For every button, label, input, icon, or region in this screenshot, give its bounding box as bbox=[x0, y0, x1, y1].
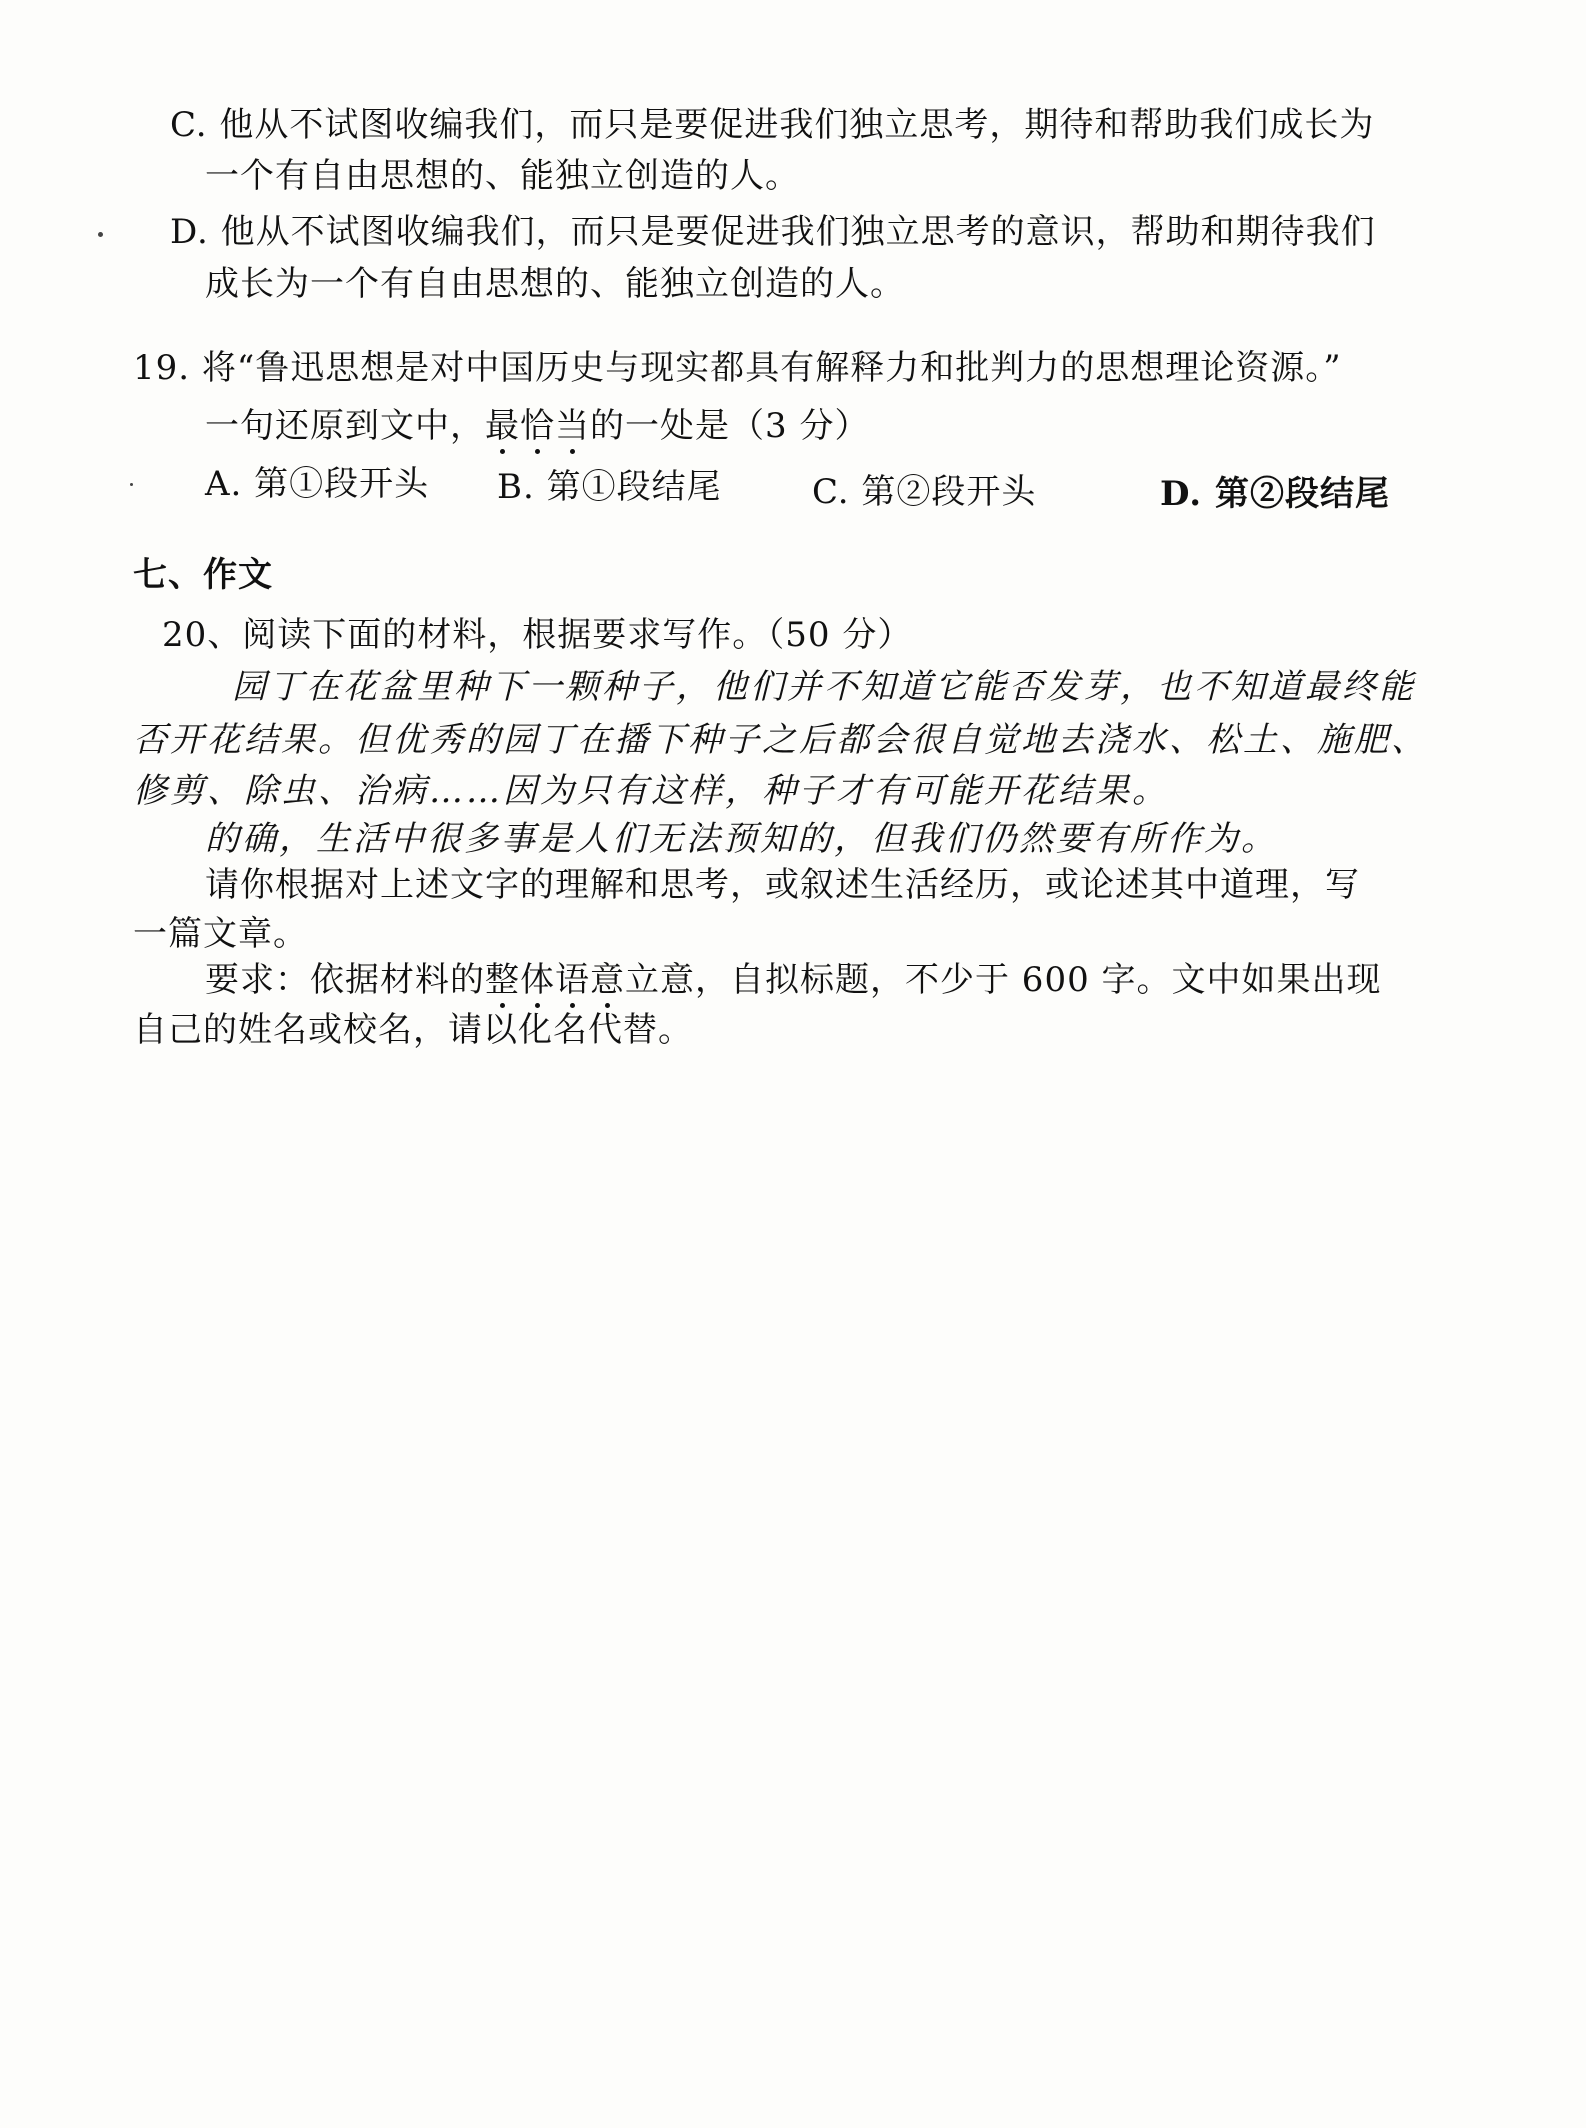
q19-stem-pre: 一句还原到文中， bbox=[205, 406, 485, 446]
section-title: 七、作文 bbox=[133, 555, 273, 595]
q19-stem-line1: 19. 将“鲁迅思想是对中国历史与现实都具有解释力和批判力的思想理论资源。” bbox=[133, 348, 1342, 388]
q19-stem-post: 的一处是（3 分） bbox=[590, 406, 870, 446]
prompt-line1: 请你根据对上述文字的理解和思考，或叙述生活经历，或论述其中道理，写 bbox=[205, 865, 1360, 905]
option-c-line2: 一个有自由思想的、能独立创造的人。 bbox=[205, 156, 800, 196]
material-line1: 园丁在花盆里种下一颗种子，他们并不知道它能否发芽，也不知道最终能 bbox=[232, 667, 1416, 707]
material-line2: 否开花结果。但优秀的园丁在播下种子之后都会很自觉地去浇水、松土、施肥、 bbox=[133, 720, 1428, 760]
emphasis-char: 整 bbox=[485, 960, 520, 1000]
requirement-line1 bbox=[205, 958, 1382, 1002]
q20-stem: 20、阅读下面的材料，根据要求写作。（50 分） bbox=[162, 615, 913, 655]
q19-option-a: A. 第①段开头 bbox=[205, 464, 430, 504]
scan-speck bbox=[130, 483, 133, 486]
emphasis-char: 意 bbox=[590, 960, 625, 1000]
emphasis-char: 当 bbox=[555, 406, 590, 446]
requirement-line2: 自己的姓名或校名，请以化名代替。 bbox=[133, 1010, 693, 1050]
material-line4: 的确，生活中很多事是人们无法预知的，但我们仍然要有所作为。 bbox=[205, 819, 1278, 859]
emphasis-char: 语 bbox=[555, 960, 590, 1000]
material-line3: 修剪、除虫、治病……因为只有这样，种子才有可能开花结果。 bbox=[133, 771, 1169, 811]
option-c-line1: C. 他从不试图收编我们，而只是要促进我们独立思考，期待和帮助我们成长为 bbox=[170, 105, 1375, 145]
requirement-pre: 要求：依据材料的 bbox=[205, 960, 485, 1000]
requirement-post: 立意，自拟标题，不少于 600 字。文中如果出现 bbox=[625, 960, 1382, 1000]
q19-option-c: C. 第②段开头 bbox=[812, 472, 1037, 512]
emphasis-char: 恰 bbox=[520, 406, 555, 446]
prompt-line2: 一篇文章。 bbox=[133, 914, 308, 954]
option-d-line2: 成长为一个有自由思想的、能独立创造的人。 bbox=[205, 264, 905, 304]
q19-stem-line2 bbox=[205, 404, 869, 448]
q19-option-d: D. 第②段结尾 bbox=[1160, 474, 1390, 514]
scan-speck bbox=[98, 232, 103, 237]
emphasis-char: 最 bbox=[485, 406, 520, 446]
option-d-line1: D. 他从不试图收编我们，而只是要促进我们独立思考的意识，帮助和期待我们 bbox=[170, 212, 1376, 252]
q19-option-b: B. 第①段结尾 bbox=[497, 467, 722, 507]
emphasis-char: 体 bbox=[520, 960, 555, 1000]
